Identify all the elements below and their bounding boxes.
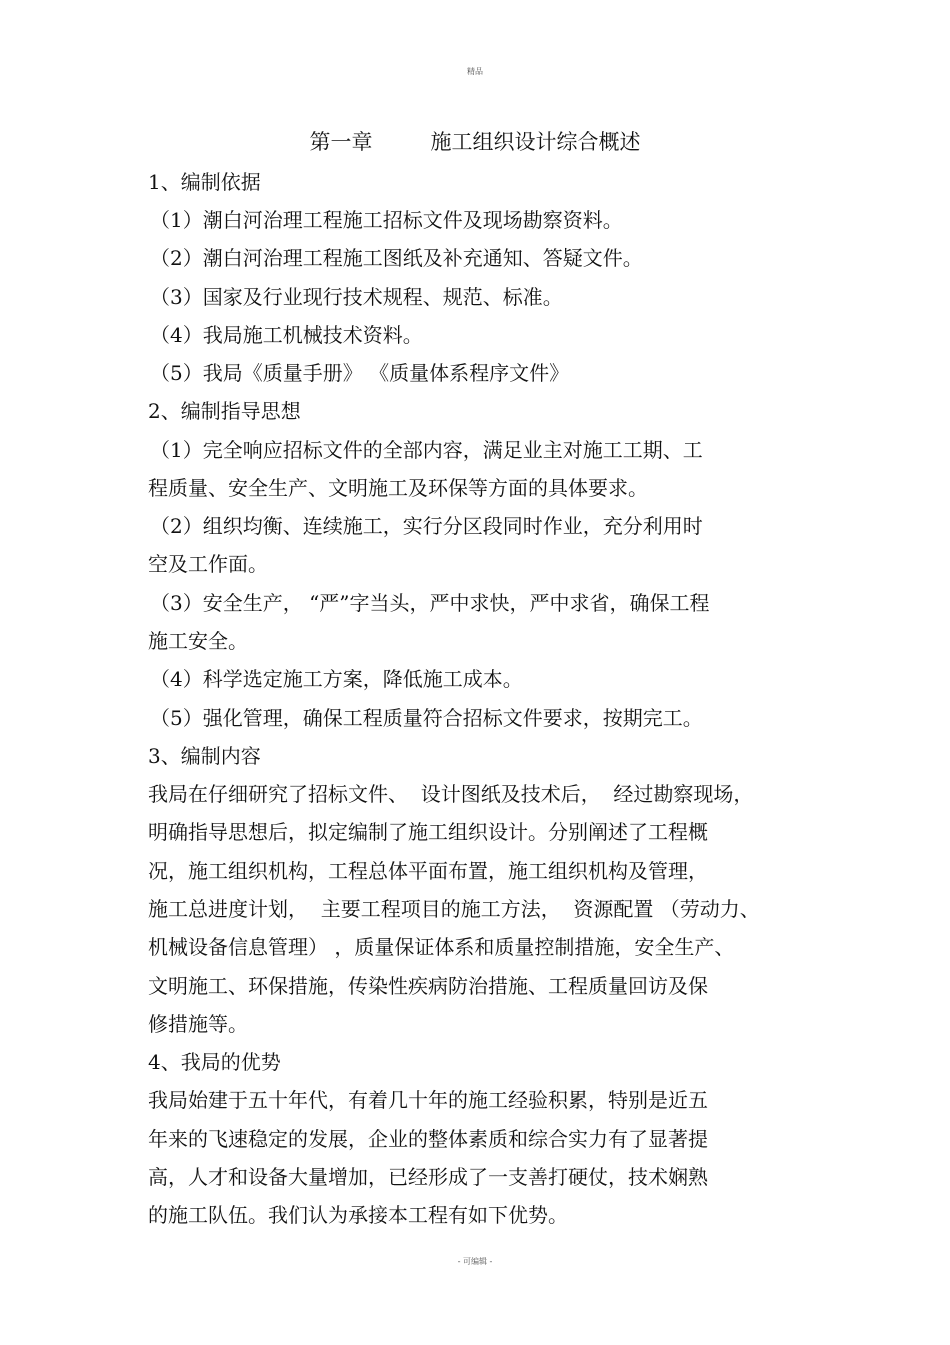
chapter-number: 第一章 xyxy=(309,130,373,154)
list-item: （4）科学选定施工方案，降低施工成本。 xyxy=(150,667,523,691)
list-item: （1）潮白河治理工程施工招标文件及现场勘察资料。 xyxy=(150,208,623,232)
paragraph-line: 空及工作面。 xyxy=(148,552,268,576)
paragraph-line: 程质量、安全生产、文明施工及环保等方面的具体要求。 xyxy=(148,476,648,500)
paragraph-line: 我局在仔细研究了招标文件、 设计图纸及技术后， 经过勘察现场， xyxy=(148,782,754,806)
paragraph-line: 文明施工、环保措施，传染性疾病防治措施、工程质量回访及保 xyxy=(148,974,708,998)
list-item: （3）安全生产， “严”字当头，严中求快，严中求省，确保工程 xyxy=(150,591,710,615)
list-item: （4）我局施工机械技术资料。 xyxy=(150,323,423,347)
paragraph-line: 施工总进度计划， 主要工程项目的施工方法， 资源配置 （劳动力、 xyxy=(148,897,760,921)
paragraph-line: 年来的飞速稳定的发展，企业的整体素质和综合实力有了显著提 xyxy=(148,1127,708,1151)
list-item: （2）潮白河治理工程施工图纸及补充通知、答疑文件。 xyxy=(150,246,643,270)
list-item: （5）我局《质量手册》 《质量体系程序文件》 xyxy=(150,361,570,385)
paragraph-line: 明确指导思想后，拟定编制了施工组织设计。分别阐述了工程概 xyxy=(148,820,708,844)
paragraph-line: 施工安全。 xyxy=(148,629,248,653)
list-item: （5）强化管理，确保工程质量符合招标文件要求，按期完工。 xyxy=(150,706,703,730)
list-item: （2）组织均衡、连续施工，实行分区段同时作业，充分利用时 xyxy=(150,514,703,538)
list-item: （1）完全响应招标文件的全部内容，满足业主对施工工期、工 xyxy=(150,438,703,462)
paragraph-line: 高，人才和设备大量增加，已经形成了一支善打硬仗，技术娴熟 xyxy=(148,1165,708,1189)
chapter-name: 施工组织设计综合概述 xyxy=(430,130,641,154)
paragraph-line: 机械设备信息管理） ，质量保证体系和质量控制措施，安全生产、 xyxy=(148,935,735,959)
list-item: （3）国家及行业现行技术规程、规范、标准。 xyxy=(150,285,563,309)
section-heading: 4、我局的优势 xyxy=(148,1050,281,1074)
paragraph-line: 况，施工组织机构，工程总体平面布置，施工组织机构及管理， xyxy=(148,859,708,883)
chapter-title xyxy=(0,128,950,156)
header-mark: 精品 xyxy=(467,67,483,76)
section-heading: 2、编制指导思想 xyxy=(148,399,301,423)
footer-mark: - 可编辑 - xyxy=(457,1257,493,1266)
paragraph-line: 我局始建于五十年代，有着几十年的施工经验积累，特别是近五 xyxy=(148,1088,708,1112)
paragraph-line: 修措施等。 xyxy=(148,1012,248,1036)
section-heading: 1、编制依据 xyxy=(148,170,261,194)
paragraph-line: 的施工队伍。我们认为承接本工程有如下优势。 xyxy=(148,1203,568,1227)
section-heading: 3、编制内容 xyxy=(148,744,261,768)
